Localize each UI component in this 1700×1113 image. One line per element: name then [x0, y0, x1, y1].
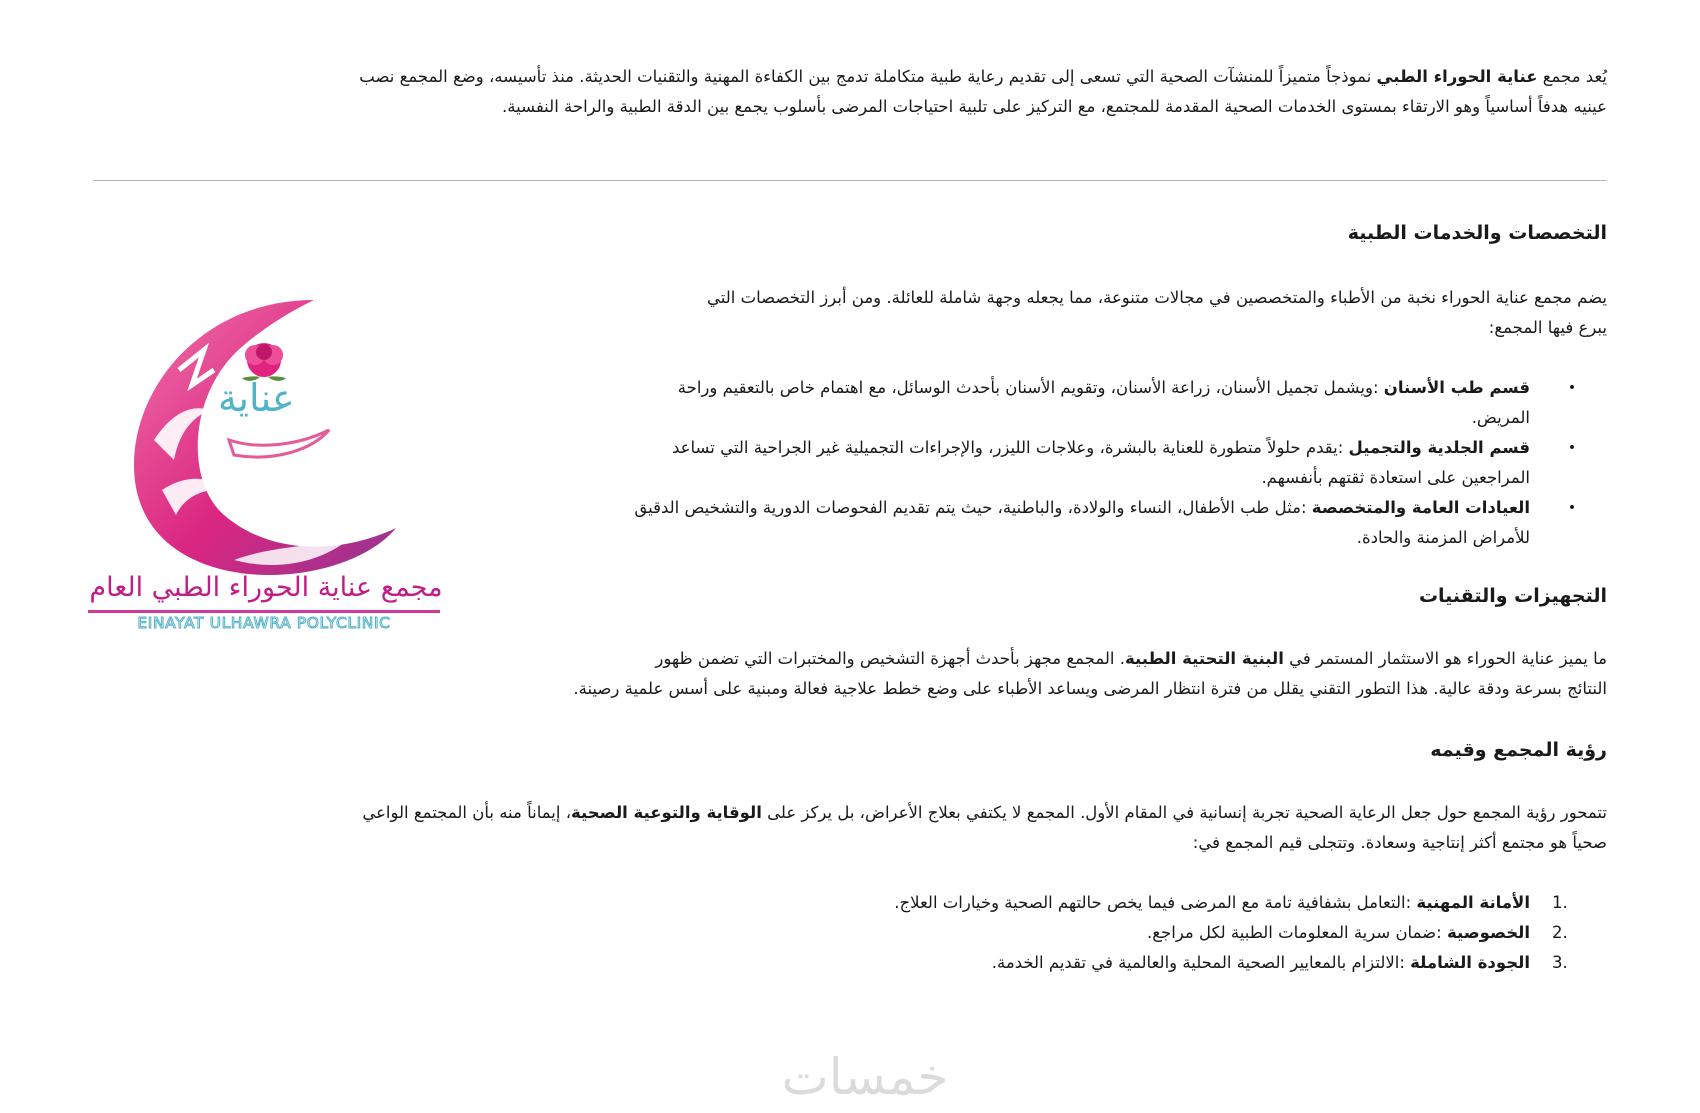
equipment-paragraph [237, 644, 1607, 704]
watermark: خمسات [781, 1048, 949, 1106]
specialties-intro-line-2: يبرع فيها المجمع: [1488, 318, 1607, 337]
item-text: :ويشمل تجميل الأسنان، زراعة الأسنان، وتقويم الأسنان بأحدث الوسائل، مع اهتمام خاص بالتعقيم وراحة [677, 378, 1384, 397]
horizontal-divider [93, 180, 1607, 181]
equipment-bold: البنية التحتية الطبية [1124, 649, 1284, 668]
item-title: قسم الجلدية والتجميل [1348, 438, 1530, 457]
item-text: :مثل طب الأطفال، النساء والولادة، والباطنية، حيث يتم تقديم الفحوصات الدورية والتشخيص الدقيق [634, 498, 1312, 517]
equipment-line-2: النتائج بسرعة ودقة عالية. هذا التطور التقني يقلل من فترة انتظار المرضى ويساعد الأطباء على وضع خطط علاجية فعالة ومبنية على أسس علمية رصينة. [573, 679, 1607, 698]
item-text: :التعامل بشفافية تامة مع المرضى فيما يخص حالتهم الصحية وخيارات العلاج. [894, 893, 1417, 912]
intro-paragraph [92, 62, 1607, 122]
item-number: 3. [1552, 953, 1568, 972]
item-text: :الالتزام بالمعايير الصحية المحلية والعالمية في تقديم الخدمة. [991, 953, 1411, 972]
list-item [630, 948, 1568, 978]
intro-name-bold: عناية الحوراء الطبي [1376, 67, 1538, 86]
intro-lead: يُعد مجمع [1537, 67, 1607, 86]
item-text: :يقدم حلولاً متطورة للعناية بالبشرة، وعلاجات الليزر، والإجراءات التجميلية غير الجراحية التي تساعد [672, 438, 1349, 457]
values-list [630, 888, 1568, 978]
item-text: :ضمان سرية المعلومات الطبية لكل مراجع. [1147, 923, 1447, 942]
item-number: 1. [1552, 893, 1568, 912]
specialties-heading: التخصصات والخدمات الطبية [1347, 222, 1607, 244]
vision-lead: تتمحور رؤية المجمع حول جعل الرعاية الصحية تجربة إنسانية في المقام الأول. المجمع لا يكتفي بعلاج الأعراض، بل يركز على [761, 803, 1607, 822]
intro-line-2: عينيه هدفاً أساسياً وهو الارتقاء بمستوى الخدمات الصحية المقدمة للمجتمع، مع التركيز على تلبية احتياجات المرضى بأسلوب يجمع بين الدقة الطبية والراحة النفسية. [502, 97, 1607, 116]
item-title: العيادات العامة والمتخصصة [1311, 498, 1530, 517]
item-title: الأمانة المهنية [1416, 893, 1530, 912]
hand-icon [229, 430, 329, 457]
list-item [510, 373, 1577, 433]
bullet-icon: • [1567, 380, 1577, 396]
item-title: قسم طب الأسنان [1383, 378, 1530, 397]
specialties-intro-line-1: يضم مجمع عناية الحوراء نخبة من الأطباء والمتخصصين في مجالات متنوعة، مما يجعله وجهة شاملة للعائلة. ومن أبرز التخصصات التي [707, 288, 1607, 307]
vision-bold: الوقاية والتوعية الصحية [571, 803, 762, 822]
equipment-rest: . المجمع مجهز بأحدث أجهزة التشخيص والمختبرات التي تضمن ظهور [655, 649, 1125, 668]
logo-arabic-name: مجمع عناية الحوراء الطبي العام [89, 572, 443, 603]
vision-line-2: صحياً هو مجتمع أكثر إنتاجية وسعادة. وتتجلى قيم المجمع في: [1192, 833, 1607, 852]
equipment-lead: ما يميز عناية الحوراء هو الاستثمار المستمر في [1283, 649, 1607, 668]
list-item [630, 918, 1568, 948]
item-title: الخصوصية [1446, 923, 1530, 942]
bullet-icon: • [1567, 500, 1577, 516]
specialties-intro [477, 283, 1607, 343]
item-text-cont: للأمراض المزمنة والحادة. [1356, 528, 1530, 547]
vision-paragraph [92, 798, 1607, 858]
logo-english-name: EINAYAT ULHAWRA POLYCLINIC [137, 614, 391, 632]
bullet-icon: • [1567, 440, 1577, 456]
equipment-heading: التجهيزات والتقنيات [1418, 585, 1607, 607]
specialties-list [510, 373, 1577, 553]
item-title: الجودة الشاملة [1410, 953, 1530, 972]
vision-heading: رؤية المجمع وقيمه [1430, 739, 1607, 761]
item-number: 2. [1552, 923, 1568, 942]
list-item [510, 433, 1577, 493]
logo-underline [88, 610, 440, 613]
logo-mark-text: عناية [218, 376, 295, 420]
vision-rest: ، إيماناً منه بأن المجتمع الواعي [362, 803, 572, 822]
intro-rest: نموذجاً متميزاً للمنشآت الصحية التي تسعى إلى تقديم رعاية طبية متكاملة تدمج بين الكفاءة المهنية والتقنيات الحديثة. منذ تأسيسه، وضع المجمع نصب [359, 67, 1377, 86]
item-text-cont: المريض. [1471, 408, 1530, 427]
list-item [630, 888, 1568, 918]
item-text-cont: المراجعين على استعادة ثقتهم بأنفسهم. [1261, 468, 1530, 487]
list-item [510, 493, 1577, 553]
